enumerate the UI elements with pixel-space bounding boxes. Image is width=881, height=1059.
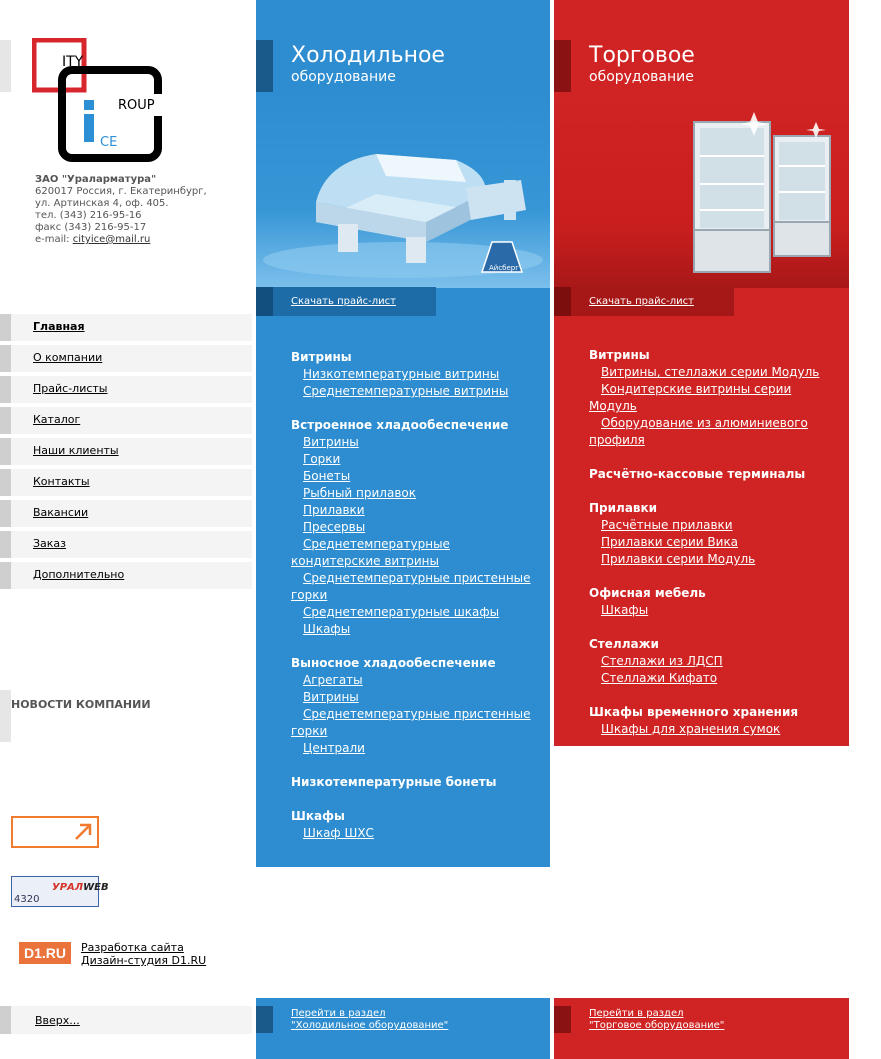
catalog-link[interactable]: Среднетемпературные витрины: [303, 384, 509, 398]
group-title: Шкафы временного хранения: [589, 705, 799, 719]
catalog-group: [291, 774, 541, 791]
retail-column: [554, 0, 849, 746]
nav-link[interactable]: Дополнительно: [33, 568, 125, 581]
fax: факс (343) 216-95-17: [35, 222, 147, 233]
group-title: Витрины: [291, 350, 352, 364]
group-title: Шкафы: [291, 809, 345, 823]
header-marker: [0, 40, 11, 92]
retail-header: [554, 40, 849, 92]
retail-footer: [554, 998, 849, 1059]
nav-item-about[interactable]: [0, 345, 252, 372]
catalog-link[interactable]: Витрины, стеллажи серии Модуль: [601, 365, 820, 379]
catalog-link[interactable]: Расчётные прилавки: [601, 518, 733, 532]
catalog-link[interactable]: Витрины: [303, 435, 359, 449]
header-accent: [554, 40, 571, 92]
catalog-link[interactable]: Централи: [303, 741, 365, 755]
catalog-group: [291, 808, 541, 842]
catalog-group: [291, 655, 541, 757]
footer-accent: [256, 1006, 273, 1033]
news-marker: [0, 690, 11, 742]
svg-text:Айсберг: Айсберг: [489, 264, 519, 272]
nav-link[interactable]: Каталог: [33, 413, 81, 426]
company-logo[interactable]: [32, 38, 172, 166]
nav-item-vacancies[interactable]: [0, 500, 252, 527]
display-cabinet-image: [554, 92, 849, 288]
news-title: НОВОСТИ КОМПАНИИ: [11, 698, 151, 711]
catalog-link[interactable]: Витрины: [303, 690, 359, 704]
back-to-top: [0, 1006, 252, 1034]
group-title: Витрины: [589, 348, 650, 362]
refrigeration-column: [256, 0, 550, 867]
counter-badge[interactable]: [11, 876, 109, 907]
group-title: Расчётно-кассовые терминалы: [589, 467, 806, 481]
nav-item-clients[interactable]: [0, 438, 252, 465]
catalog-link[interactable]: Агрегаты: [303, 673, 363, 687]
nav-item-additional[interactable]: [0, 562, 252, 589]
refrigeration-footer: [256, 998, 550, 1059]
catalog-link[interactable]: Среднетемпературные кондитерские витрины: [291, 537, 450, 568]
catalog-group: [589, 704, 839, 738]
catalog-group: [589, 500, 839, 568]
nav-link[interactable]: Наши клиенты: [33, 444, 119, 457]
catalog-link[interactable]: Среднетемпературные пристенные горки: [291, 571, 531, 602]
section-title: Холодильное: [291, 43, 445, 68]
company-name: ЗАО "Ураларматура": [35, 174, 157, 185]
catalog-group: [589, 585, 839, 619]
catalog-link[interactable]: Прилавки: [303, 503, 365, 517]
refrigeration-header: [256, 40, 550, 92]
header-accent: [256, 40, 273, 92]
download-price-link[interactable]: Скачать прайс-лист: [589, 296, 694, 307]
download-bar: [554, 287, 734, 316]
refrigerated-display-image: [256, 92, 550, 288]
catalog-group: [291, 349, 541, 400]
nav-link[interactable]: Прайс-листы: [33, 382, 108, 395]
back-to-top-link[interactable]: Вверх...: [35, 1014, 80, 1027]
catalog-link[interactable]: Горки: [303, 452, 341, 466]
nav-link[interactable]: Вакансии: [33, 506, 89, 519]
developer-link-1[interactable]: Разработка сайта: [81, 941, 184, 954]
developer-credit: [81, 941, 206, 967]
catalog-link[interactable]: Стеллажи Кифато: [601, 671, 718, 685]
address-line-2: ул. Артинская 4, оф. 405.: [35, 198, 169, 209]
catalog-link[interactable]: Оборудование из алюминиевого профиля: [589, 416, 808, 447]
catalog-link[interactable]: Стеллажи из ЛДСП: [601, 654, 723, 668]
group-title: Встроенное хладообеспечение: [291, 418, 509, 432]
nav-item-catalog[interactable]: [0, 407, 252, 434]
catalog-group: [589, 636, 839, 687]
d1-logo[interactable]: D1.RU: [19, 942, 71, 964]
catalog-link[interactable]: Шкафы для хранения сумок: [601, 722, 781, 736]
catalog-link[interactable]: Прилавки серии Модуль: [601, 552, 756, 566]
counter-number: 4320: [14, 894, 40, 905]
section-subtitle: оборудование: [589, 69, 694, 85]
catalog-link[interactable]: Рыбный прилавок: [303, 486, 416, 500]
catalog-link[interactable]: Кондитерские витрины серии Модуль: [589, 382, 792, 413]
group-title: Прилавки: [589, 501, 658, 515]
catalog-link[interactable]: Шкафы: [303, 622, 351, 636]
svg-text:ITY: ITY: [62, 54, 84, 70]
footer-accent: [554, 1006, 571, 1033]
nav-item-contacts[interactable]: [0, 469, 252, 496]
arrow-icon: [72, 821, 94, 843]
catalog-link[interactable]: Среднетемпературные шкафы: [303, 605, 500, 619]
catalog-group: [291, 417, 541, 638]
nav-item-home[interactable]: [0, 314, 252, 341]
catalog-link[interactable]: Шкаф ШХС: [303, 826, 374, 840]
download-price-link[interactable]: Скачать прайс-лист: [291, 296, 396, 307]
group-title: Стеллажи: [589, 637, 659, 651]
retail-catalog: [589, 347, 839, 755]
download-bar: [256, 287, 436, 316]
counter-brand: УРАЛWEB: [52, 882, 109, 893]
catalog-link[interactable]: Низкотемпературные витрины: [303, 367, 500, 381]
nav-link[interactable]: Главная: [33, 320, 85, 333]
catalog-group: [589, 466, 839, 483]
phone: тел. (343) 216-95-16: [35, 210, 142, 221]
catalog-group: [589, 347, 839, 449]
svg-text:ROUP: ROUP: [118, 98, 155, 113]
section-subtitle: оборудование: [291, 69, 396, 85]
nav-link[interactable]: О компании: [33, 351, 103, 364]
email-label: e-mail:: [35, 234, 73, 245]
catalog-link[interactable]: Среднетемпературные пристенные горки: [291, 707, 531, 738]
section-title: Торговое: [589, 43, 695, 68]
group-title: Выносное хладообеспечение: [291, 656, 496, 670]
group-title: Офисная мебель: [589, 586, 706, 600]
nav-link[interactable]: Заказ: [33, 537, 67, 550]
catalog-link[interactable]: Шкафы: [601, 603, 649, 617]
email-row: [35, 234, 207, 246]
group-title: Низкотемпературные бонеты: [291, 775, 497, 789]
go-to-retail-link[interactable]: Перейти в раздел "Торговое оборудование": [589, 1008, 725, 1031]
catalog-link[interactable]: Бонеты: [303, 469, 351, 483]
go-to-refrigeration-link[interactable]: Перейти в раздел "Холодильное оборудование": [291, 1008, 449, 1031]
catalog-link[interactable]: Прилавки серии Вика: [601, 535, 739, 549]
nav-item-order[interactable]: [0, 531, 252, 558]
partner-badge[interactable]: [11, 816, 99, 848]
address-line-1: 620017 Россия, г. Екатеринбург,: [35, 186, 207, 197]
refrigeration-catalog: [291, 349, 541, 859]
developer-link-2[interactable]: Дизайн-студия D1.RU: [81, 954, 207, 967]
main-nav: [0, 314, 252, 593]
company-info: [35, 174, 207, 246]
svg-text:CE: CE: [100, 135, 118, 150]
nav-item-prices[interactable]: [0, 376, 252, 403]
nav-link[interactable]: Контакты: [33, 475, 90, 488]
email-link[interactable]: cityice@mail.ru: [72, 234, 151, 245]
catalog-link[interactable]: Пресервы: [303, 520, 366, 534]
